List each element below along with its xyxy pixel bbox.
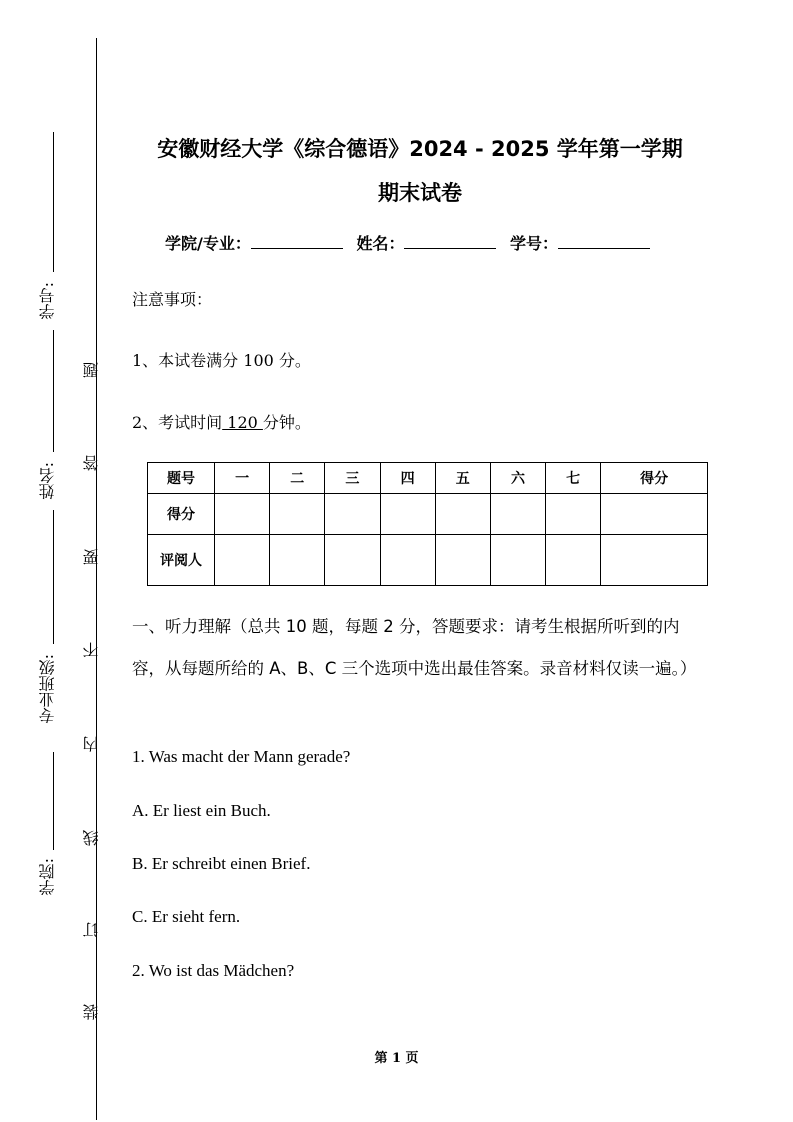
question-1: 1. Was macht der Mann gerade?	[132, 747, 351, 766]
seal-char: 订	[82, 922, 101, 938]
binding-line	[96, 38, 97, 1120]
table-cell	[215, 535, 270, 586]
side-label-student-id: 学号:	[38, 282, 57, 320]
seal-char: 内	[82, 736, 101, 752]
field-blank-name[interactable]	[404, 234, 496, 249]
table-header-cell: 一	[215, 463, 270, 494]
page-subtitle: 期末试卷	[378, 181, 462, 205]
table-cell	[546, 494, 601, 535]
score-table-row-grader	[148, 535, 708, 586]
table-row-label: 评阅人	[148, 535, 215, 586]
section-1-instructions: 一、听力理解（总共 10 题，每题 2 分，答题要求：请考生根据所听到的内容，从每题所给的 A、B、C 三个选项中选出最佳答案。录音材料仅读一遍。）	[132, 617, 697, 678]
table-header-cell: 五	[435, 463, 490, 494]
table-header-cell: 二	[270, 463, 325, 494]
table-cell	[490, 535, 545, 586]
seal-char: 要	[82, 549, 101, 565]
question-2: 2. Wo ist das Mädchen?	[132, 961, 295, 980]
table-cell	[435, 535, 490, 586]
page-title: 安徽财经大学《综合德语》2024 - 2025 学年第一学期	[157, 137, 683, 161]
table-row-label: 得分	[148, 494, 215, 535]
table-cell	[270, 535, 325, 586]
seal-char: 答	[82, 455, 101, 471]
table-cell	[325, 535, 380, 586]
field-label-college-major: 学院/专业：	[165, 234, 251, 253]
note-item-2-prefix: 2、考试时间	[132, 413, 223, 432]
note-item-2-suffix: 分钟。	[262, 413, 311, 432]
side-line-name	[53, 330, 54, 452]
seal-char: 装	[82, 1004, 101, 1020]
field-blank-college-major[interactable]	[251, 234, 343, 249]
table-header-cell: 题号	[148, 463, 215, 494]
field-label-name: 姓名：	[356, 234, 405, 253]
question-1-option-b: B. Er schreibt einen Brief.	[132, 854, 311, 873]
table-header-cell: 得分	[601, 463, 708, 494]
table-cell	[546, 535, 601, 586]
table-cell	[270, 494, 325, 535]
table-cell	[601, 535, 708, 586]
side-label-college: 学院:	[38, 858, 57, 896]
seal-char: 线	[82, 830, 101, 846]
notes-heading: 注意事项：	[132, 290, 213, 309]
seal-char: 题	[82, 362, 101, 378]
table-cell	[380, 535, 435, 586]
side-line-student-id	[53, 132, 54, 272]
field-label-student-id: 学号：	[510, 234, 559, 253]
table-cell	[490, 494, 545, 535]
table-cell	[325, 494, 380, 535]
side-label-name: 姓名:	[38, 462, 57, 500]
student-info-row	[165, 231, 658, 254]
question-1-option-a: A. Er liest ein Buch.	[132, 801, 271, 820]
side-label-major-class: 专业班级:	[38, 654, 57, 724]
table-cell	[380, 494, 435, 535]
question-1-option-c: C. Er sieht fern.	[132, 907, 241, 926]
score-table	[147, 462, 708, 586]
score-table-header-row	[148, 463, 708, 494]
table-cell	[435, 494, 490, 535]
page-number: 第 1 页	[374, 1051, 419, 1066]
table-header-cell: 三	[325, 463, 380, 494]
table-header-cell: 六	[490, 463, 545, 494]
note-item-1: 1、本试卷满分 100 分。	[132, 351, 311, 370]
exam-duration-value: 120	[222, 413, 263, 432]
field-blank-student-id[interactable]	[558, 234, 650, 249]
table-cell	[601, 494, 708, 535]
side-line-major-class	[53, 510, 54, 644]
table-header-cell: 四	[380, 463, 435, 494]
seal-char: 不	[82, 642, 101, 658]
table-cell	[215, 494, 270, 535]
note-item-2	[132, 410, 311, 433]
score-table-row-score	[148, 494, 708, 535]
side-line-college	[53, 752, 54, 850]
table-header-cell: 七	[546, 463, 601, 494]
